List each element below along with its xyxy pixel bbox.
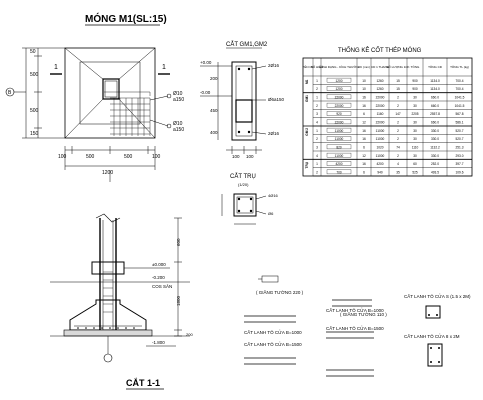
elev-level-1: -0.200 [152,275,165,280]
table-cell: 520.7 [455,137,464,142]
gm-level-bottom: -0.00 [200,90,211,95]
table-header: CD 1 THANH [371,65,389,69]
table-cell: 74 [396,145,400,150]
plan-dim-b1: 500 [86,154,95,160]
table-cell: 330.0 [431,128,439,133]
table-cell: 30 [413,128,417,133]
table-cell: 22000 [334,95,344,100]
elev-level-2: COS SÂN [152,284,173,289]
table-cell: TRỤ [305,161,309,169]
lintel-small-1: CẮT LANH TÔ CỬA 8 x 2M [404,334,460,339]
table-cell: 700.4 [455,87,464,92]
table-cell: 525 [412,170,418,175]
elev-level-0: ±0.000 [152,262,166,267]
table-cell: 30 [413,103,417,108]
table-cell: 16 [362,95,366,100]
table-cell: 567.8 [455,112,464,117]
table-cell: 6 [363,145,365,150]
table-cell: 4 [316,120,318,125]
table-cell: GM1 [305,95,309,102]
column-plan [103,79,119,99]
table-cell: 900 [412,87,418,92]
table-cell: 330.0 [431,137,439,142]
wall-note-220: ( GIẰNG TƯỜNG 220 ) [256,290,304,295]
table-cell: 4 [316,153,318,158]
table-cell: 660.0 [431,103,439,108]
lintel-label-1: CẮT LANH TÔ CỬA B=1500 [244,342,302,347]
table-cell: 3 [316,145,318,150]
column-subtitle: (1/20) [238,182,249,187]
table-cell: 16 [362,103,366,108]
table-cell: 660.0 [431,120,439,125]
rebar-label-2a: Ø10 [173,121,183,127]
table-cell: 1020 [376,145,384,150]
table-cell: 2 [316,103,318,108]
table-cell: 15 [396,87,400,92]
gm-dim-l0: 200 [210,76,218,81]
table-cell: 520.7 [455,128,464,133]
table-cell: 12 [362,120,366,125]
plan-dim-l2: 500 [30,108,39,114]
table-cell: 30 [413,95,417,100]
main-title: MÓNG M1(SL:15) [85,14,167,25]
table-header: SỐ HIỆU [310,65,324,69]
table-cell: 22000 [334,120,344,125]
section-mark-right: 1 [162,64,166,71]
table-cell: 11000 [375,153,385,158]
section-mark-left: 1 [54,64,58,71]
table-cell: 493.5 [431,170,439,175]
section-gm-title: CẮT GM1,GM2 [226,42,268,48]
table-cell: 586.1 [455,120,464,125]
table-cell: 2 [397,120,399,125]
table-cell: 22000 [375,95,385,100]
table-cell: 11000 [334,137,344,142]
table-cell: 293.0 [455,153,464,158]
table-cell: 2205 [411,112,419,117]
table-cell: 12 [362,153,366,158]
table-cell: 4200 [335,162,343,167]
table-cell: 1132.2 [430,145,440,150]
lintel-label-0: CẮT LANH TÔ CỬA B=1000 [244,330,302,335]
plan-dim-b0: 100 [58,154,67,160]
lintel-small-0: CẮT LANH TÔ CỬA S (1.5 x 2M) [404,294,471,299]
table-cell: 4 [397,162,399,167]
table-cell: 1 [316,162,318,167]
table-cell: 2 [316,137,318,142]
rebar-label-1b: a150 [173,97,185,103]
plan-dim-l3: 150 [30,131,39,137]
elev-dim-2: 200 [186,332,193,337]
plan-dim-total: 1200 [102,170,114,176]
table-cell: 109.6 [455,170,464,175]
gm-rebar-0: 2Ø16 [268,63,280,68]
gm-rebar-1: Ø6a150 [268,97,285,102]
table-header: TỔNG CD [428,65,442,69]
plan-axis-label: B [8,90,12,96]
table-header: TÊN CK [302,65,314,69]
table-header: SỐ LƯỢNG 1CK [386,65,410,69]
table-cell: 30 [413,153,417,158]
table-cell: 3 [316,112,318,117]
lintel-label-2: CẮT LANH TÔ CỬA B=1000 [326,308,384,313]
table-cell: 2 [397,137,399,142]
gm-level-top: +0.00 [200,60,212,65]
lintel-label-3: CẮT LANH TÔ CỬA B=1500 [326,326,384,331]
table-cell: 397.7 [455,162,464,167]
elev-dim-1: 1800 [176,295,181,306]
plan-dim-b2: 500 [124,154,133,160]
table-cell: 940 [377,170,383,175]
table-cell: 1160 [376,112,384,117]
footing-plan [6,48,184,182]
table-cell: 251.3 [455,145,464,150]
table-cell: 1110 [411,145,419,150]
elev-level-3: -1.800 [152,340,165,345]
table-cell: 1200 [335,87,343,92]
elevation-1-1 [50,214,193,389]
table-cell: 2 [397,95,399,100]
table-cell: 1260 [376,78,384,83]
table-cell: 60 [413,162,417,167]
table-cell: 1260 [376,87,384,92]
table-cell: GM 2 [305,127,309,136]
table-cell: 900 [412,78,418,83]
section-column [222,172,279,224]
elev-dim-0: 600 [176,238,181,246]
table-cell: 22000 [375,103,385,108]
gm-dim-b0: 100 [232,154,240,159]
table-cell: 30 [413,137,417,142]
table-cell: 2557.8 [430,112,440,117]
table-cell: 1 [316,128,318,133]
table-cell: 2 [316,87,318,92]
table-cell: 1200 [335,78,343,83]
table-cell: 35 [396,170,400,175]
column-rebar-1: Ø6 [268,211,274,216]
table-header: HÌNH DẠNG - KÍCH THƯỚC [319,65,359,69]
table-cell: 700 [336,170,342,175]
gm-dim-l2: 400 [210,130,218,135]
wall-note-110: ( GIẰNG TƯỜNG 110 ) [340,312,387,317]
gm-dim-l1: 450 [210,108,218,113]
column-rebar-0: 4Ø16 [268,193,278,198]
table-header: TỔNG [410,65,420,69]
plan-dim-b3: 100 [152,154,161,160]
table-cell: 11000 [334,153,344,158]
section-gm [200,40,285,159]
table-cell: 16 [362,137,366,142]
table-cell: 22000 [375,120,385,125]
table-cell: 15 [396,78,400,83]
gm-dim-b1: 100 [246,154,254,159]
table-header: ĐK (mm) [358,65,370,69]
table-cell: 2 [397,128,399,133]
table-cell: 6 [363,170,365,175]
table-cell: 820 [336,145,342,150]
table-cell: 2 [397,153,399,158]
table-cell: 1 [316,78,318,83]
table-cell: 700.4 [455,78,464,83]
table-cell: M1 [305,79,309,85]
table-title: THỐNG KÊ CỐT THÉP MÓNG [338,48,422,54]
table-cell: 11000 [375,128,385,133]
column-title: CẮT TRỤ [230,174,256,180]
rebar-label-1a: Ø10 [173,91,183,97]
table-cell: 1041.5 [454,103,465,108]
table-cell: 330.0 [431,153,439,158]
table-cell: 2 [316,170,318,175]
table-cell: 1134.0 [430,87,440,92]
table-cell: 1 [316,95,318,100]
table-cell: 252.0 [431,162,439,167]
rebar-label-2b: a150 [173,127,185,133]
table-cell: 10 [362,87,366,92]
table-cell: 30 [413,120,417,125]
gm-rebar-2: 2Ø16 [268,131,280,136]
table-header: TỔNG TL (kg) [450,65,469,69]
table-cell: 4200 [376,162,384,167]
lintel-details [244,276,471,376]
table-cell: 660.0 [431,95,439,100]
table-cell: 147 [395,112,401,117]
table-cell: 10 [362,78,366,83]
plan-dim-l0: 50 [30,49,36,55]
table-cell: 1134.0 [430,78,440,83]
table-cell: 6 [363,112,365,117]
bottom-title: CẮT 1-1 [126,378,161,388]
table-cell: 1041.5 [454,95,465,100]
rebar-schedule [302,46,472,176]
plan-dim-l1: 500 [30,72,39,78]
table-cell: 11000 [334,128,344,133]
table-cell: 16 [362,162,366,167]
table-cell: 11000 [375,137,385,142]
table-cell: 920 [336,112,342,117]
table-cell: 16 [362,128,366,133]
table-cell: 22000 [334,103,344,108]
table-cell: 2 [397,103,399,108]
